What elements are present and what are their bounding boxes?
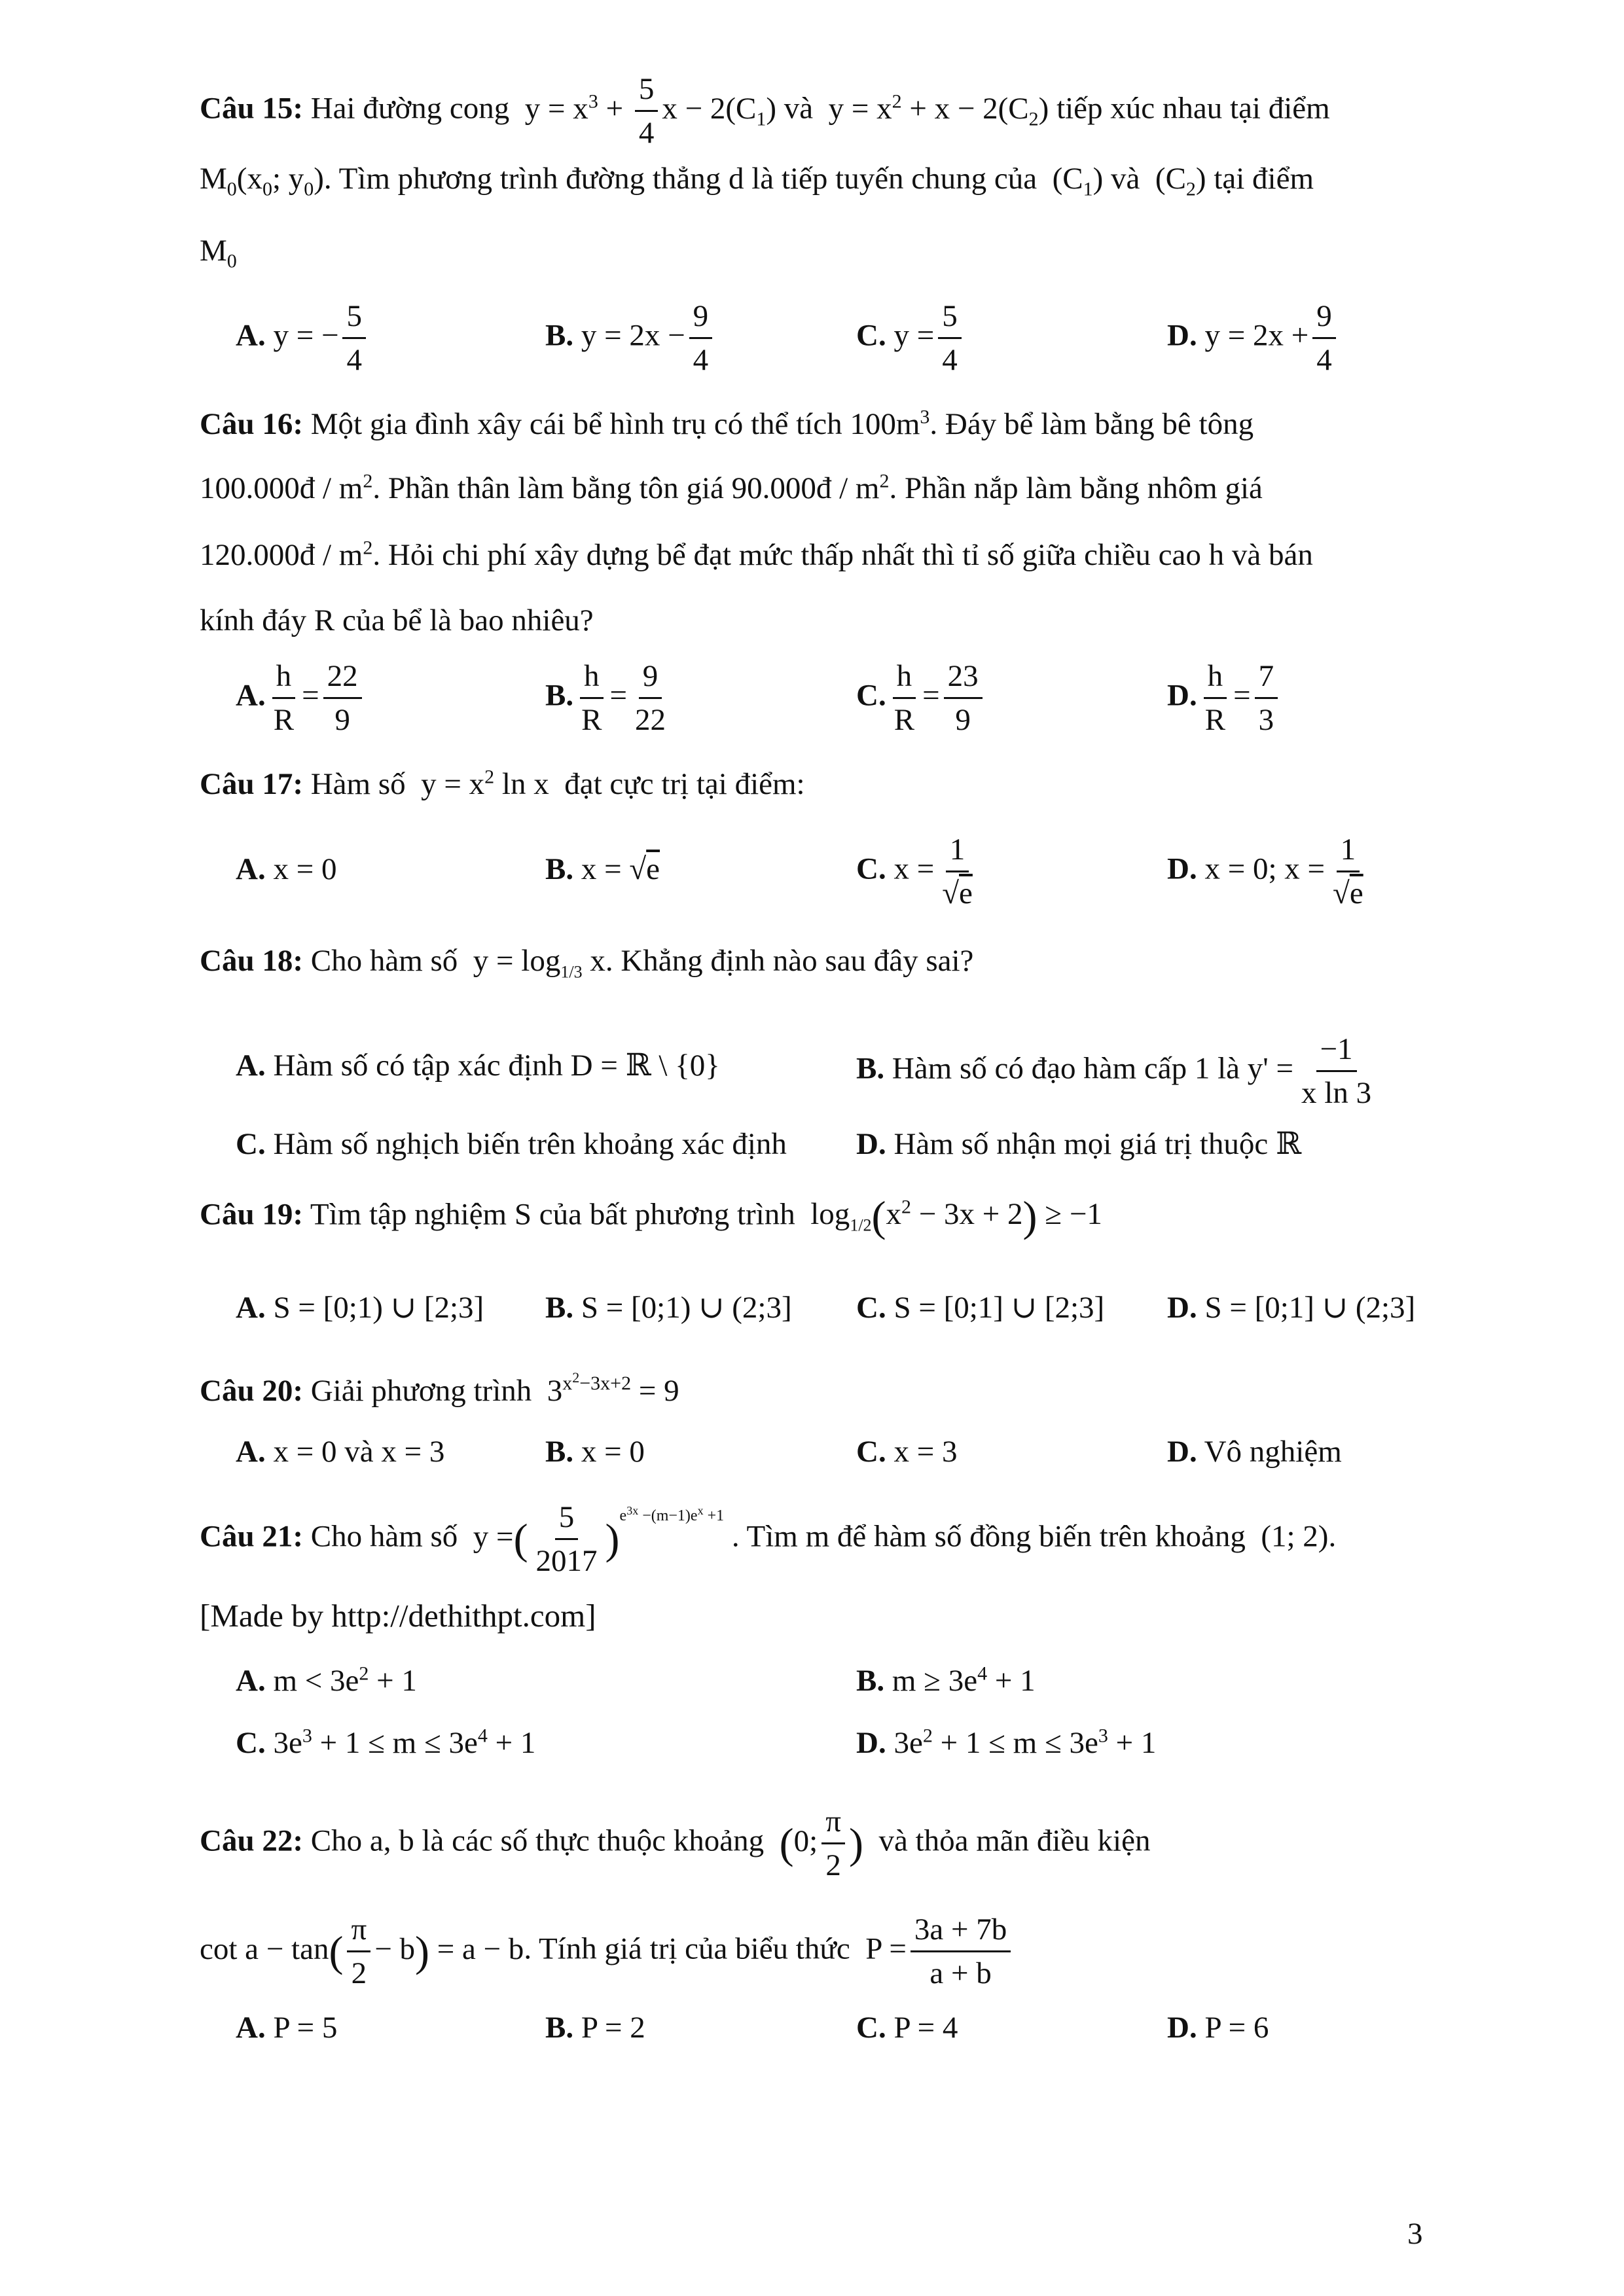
q16-label: Câu 16: xyxy=(200,407,303,441)
q19-option-d[interactable]: D. S = [0;1] ∪ (2;3] xyxy=(1167,1291,1416,1325)
q19-label: Câu 19: xyxy=(200,1197,303,1232)
q16-line2: 100.000đ / $m^2$. Phần thân làm bằng tôn giá 90.000đ / $m^2$. Phần nắp làm bằng nhôm giá xyxy=(200,470,1263,505)
q17-line: Câu 17: Hàm số $y = x^2$ ln x đạt cực trị tại điểm: xyxy=(200,766,805,801)
q22-option-a[interactable]: A. P = 5 xyxy=(236,2011,338,2045)
q16-line3: 120.000đ / $m^2$. Hỏi chi phí xây dựng bể đạt mức thấp nhất thì tỉ số giữa chiều cao h và bán xyxy=(200,537,1313,572)
q16-option-c[interactable]: C. $\frac{h}{R}$ = $\frac{23}{9}$ xyxy=(856,658,986,739)
q16-option-a[interactable]: A. $\frac{h}{R}$ = $\frac{22}{9}$ xyxy=(236,658,366,739)
q21-option-a[interactable]: A. $m < 3e^2 + 1$ xyxy=(236,1662,417,1698)
q21-option-b[interactable]: B. $m \ge 3e^4 + 1$ xyxy=(856,1662,1036,1698)
q20-option-c[interactable]: C. x = 3 xyxy=(856,1435,958,1469)
q15-option-d[interactable]: D. y = 2x + $\frac{9}{4}$ xyxy=(1167,298,1340,379)
q19-option-b[interactable]: B. S = [0;1) ∪ (2;3] xyxy=(545,1291,792,1325)
q22-option-d[interactable]: D. P = 6 xyxy=(1167,2011,1269,2045)
made-by-note: [Made by http://dethithpt.com] xyxy=(200,1598,596,1634)
q16-option-b[interactable]: B. $\frac{h}{R}$ = $\frac{9}{22}$ xyxy=(545,659,666,738)
q21-label: Câu 21: xyxy=(200,1519,303,1554)
q19-option-a[interactable]: A. S = [0;1) ∪ [2;3] xyxy=(236,1291,484,1325)
q16-option-d[interactable]: D. $\frac{h}{R}$ = $\frac{7}{3}$ xyxy=(1167,658,1282,739)
q22-option-c[interactable]: C. P = 4 xyxy=(856,2011,958,2045)
q20-line: Câu 20: Giải phương trình $3^{x^2-3x+2} = 9$ xyxy=(200,1369,679,1408)
q15-label: Câu 15: xyxy=(200,91,303,126)
q20-option-b[interactable]: B. x = 0 xyxy=(545,1435,645,1469)
q17-option-d[interactable]: D. x = 0; x = $\frac{1}{√e}$ xyxy=(1167,833,1363,911)
q18-line: Câu 18: Cho hàm số $y = \log_{1/3} x$. Khẳng định nào sau đây sai? xyxy=(200,944,974,982)
q17-option-a[interactable]: A. x = 0 xyxy=(236,852,337,886)
q15-line2: $M_0(x_0$; $y_0$). Tìm phương trình đường thẳng d là tiếp tuyến chung của $(C_1)$ và $(C_2)$ tại điểm xyxy=(200,162,1314,200)
q22-label: Câu 22: xyxy=(200,1823,303,1858)
q17-option-c[interactable]: C. x = $\frac{1}{√e}$ xyxy=(856,833,973,911)
page-number: 3 xyxy=(1407,2217,1423,2251)
q18-label: Câu 18: xyxy=(200,944,303,978)
q20-option-d[interactable]: D. Vô nghiệm xyxy=(1167,1435,1342,1469)
q17-label: Câu 17: xyxy=(200,767,303,801)
q17-option-b[interactable]: B. x = √e xyxy=(545,852,660,886)
q20-label: Câu 20: xyxy=(200,1374,303,1408)
q18-option-c[interactable]: C. Hàm số nghịch biến trên khoảng xác định xyxy=(236,1127,787,1161)
q20-option-a[interactable]: A. x = 0 và x = 3 xyxy=(236,1435,445,1469)
q18-option-a[interactable]: A. Hàm số có tập xác định D = ℝ \ {0} xyxy=(236,1049,720,1083)
q22-line2: cot a − tan( $\frac{\pi}{2}$ − b) = a − b. Tính giá trị của biểu thức P = $\frac{3a + 7b}{a + b}$ xyxy=(200,1911,1015,1992)
q19-line: Câu 19: Tìm tập nghiệm S của bất phương trình $\log_{1/2}(x^2 - 3x + 2) \ge -1$ xyxy=(200,1193,1102,1241)
q15-option-b[interactable]: B. y = 2x − $\frac{9}{4}$ xyxy=(545,298,716,379)
q15-option-a[interactable]: A. y = − $\frac{5}{4}$ xyxy=(236,298,370,379)
q22-line1: Câu 22: Cho a, b là các số thực thuộc khoảng (0; $\frac{\pi}{2}$ ) và thỏa mãn điều kiện xyxy=(200,1804,1151,1883)
q19-option-c[interactable]: C. S = [0;1] ∪ [2;3] xyxy=(856,1291,1105,1325)
q18-option-b[interactable]: B. Hàm số có đạo hàm cấp 1 là y' = $\frac{-1}{\text{x ln 3}}$ xyxy=(856,1032,1372,1111)
q21-option-c[interactable]: C. $3e^3 + 1 \le m \le 3e^4 + 1$ xyxy=(236,1725,536,1760)
q16-line4: kính đáy R của bể là bao nhiêu? xyxy=(200,603,594,637)
q21-line: Câu 21: Cho hàm số y =( $\frac{5}{2017}$ )$^{e^{3x} -(m-1)e^x +1}$ . Tìm m để hàm số đồng biến trên khoảng (1; 2). xyxy=(200,1500,1337,1579)
q15-option-c[interactable]: C. y = $\frac{5}{4}$ xyxy=(856,298,965,379)
q21-option-d[interactable]: D. $3e^2 + 1 \le m \le 3e^3 + 1$ xyxy=(856,1725,1157,1760)
q16-line1: Câu 16: Một gia đình xây cái bể hình trụ có thể tích $100m^3$. Đáy bể làm bằng bê tông xyxy=(200,406,1254,441)
q15-line1: Câu 15: Hai đường cong $y = x^3$ + $\frac{5}{4}$ $x - 2(C_1)$ và $y = x^2 + x - 2(C_2)$ tiếp xúc nhau tại điểm xyxy=(200,72,1330,151)
q15-line3: $M_0$ xyxy=(200,234,237,272)
q18-option-d[interactable]: D. Hàm số nhận mọi giá trị thuộc ℝ xyxy=(856,1127,1301,1161)
q22-option-b[interactable]: B. P = 2 xyxy=(545,2011,645,2045)
